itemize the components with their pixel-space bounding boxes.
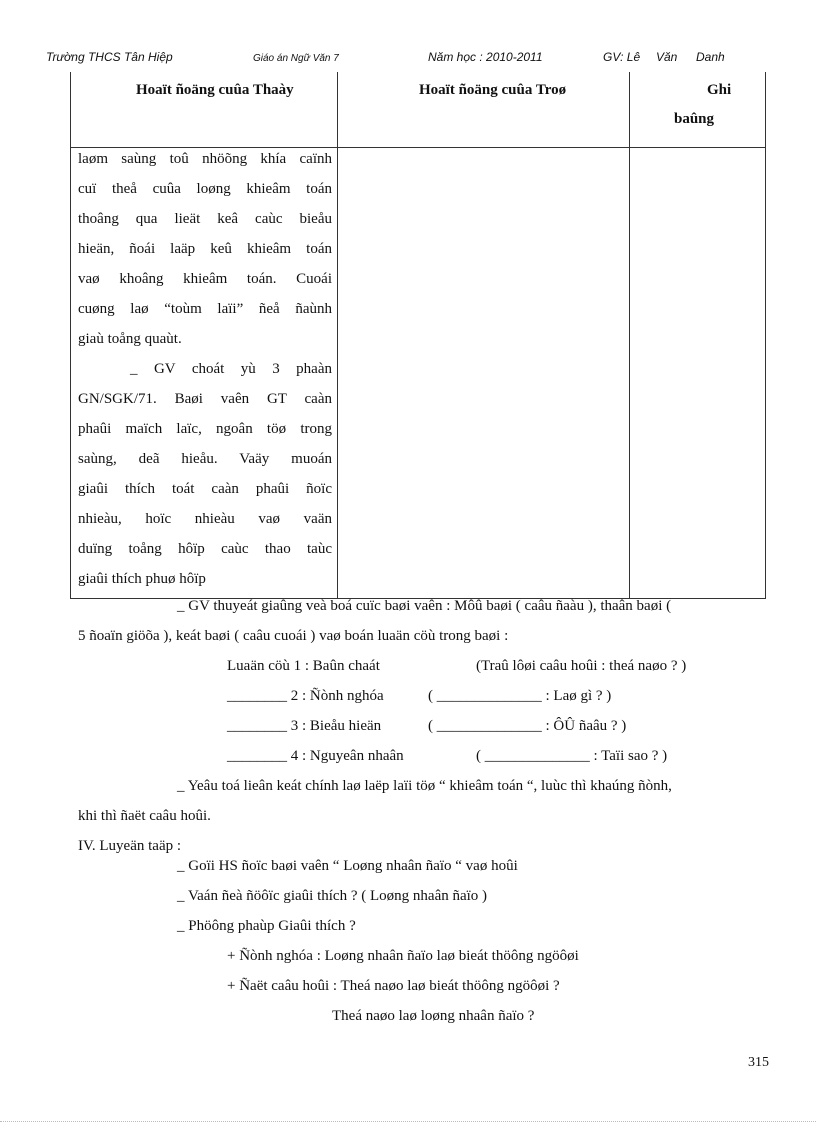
table-border-right xyxy=(765,72,766,599)
school-name: Trường THCS Tân Hiệp xyxy=(46,50,173,64)
argument-2-question: ( ______________ : Laø gì ? ) xyxy=(428,688,612,704)
argument-2: ________ 2 : Ñònh nghóa xyxy=(227,688,384,704)
column-header-student: Hoaït ñoäng cuûa Troø xyxy=(419,82,567,98)
cell-line: nhieàu, hoïc nhieàu vaø vaän xyxy=(78,511,332,527)
practice-item-1: _ Goïi HS ñoïc baøi vaên “ Loøng nhaân ñaïo “ vaø hoûi xyxy=(177,858,518,874)
cell-line: thoâng qua lieät keâ caùc bieåu xyxy=(78,211,332,227)
paragraph-linking-line2: khi thì ñaët caâu hoûi. xyxy=(78,808,211,824)
cell-line: vaø khoâng khieâm toán. Cuoái xyxy=(78,271,332,287)
argument-4-question: ( ______________ : Taïi sao ? ) xyxy=(476,748,668,764)
table-divider-1 xyxy=(337,72,338,599)
cell-line: giaûi thích toát caàn phaûi ñoïc xyxy=(78,481,332,497)
teacher-activity-cell xyxy=(78,144,332,594)
paragraph-structure-line2: 5 ñoaïn giöõa ), keát baøi ( caâu cuoái ) vaø boán luaän cöù trong baøi : xyxy=(78,628,509,644)
argument-3: ________ 3 : Bieåu hieän xyxy=(227,718,382,734)
subject-title: Giáo án Ngữ Văn 7 xyxy=(253,53,339,64)
paragraph-structure-line1: _ GV thuyeát giaûng veà boá cuïc baøi vaên : Môû baøi ( caâu ñaàu ), thaân baøi ( xyxy=(177,598,672,614)
cell-line: cuøng laø “toùm laïi” ñeå ñaùnh xyxy=(78,301,332,317)
column-header-notes-line1: Ghi xyxy=(707,82,732,98)
cell-line: cuï theå cuûa loøng khieâm toán xyxy=(78,181,332,197)
page-footer-rule xyxy=(0,1121,816,1122)
section-title-practice: IV. Luyeän taäp : xyxy=(78,838,182,854)
practice-item-3: _ Phöông phaùp Giaûi thích ? xyxy=(177,918,356,934)
cell-line: GN/SGK/71. Baøi vaên GT caàn xyxy=(78,391,332,407)
practice-item-4: + Ñònh nghóa : Loøng nhaân ñaïo laø bieát thöông ngöôøi xyxy=(227,948,579,964)
table-border-left xyxy=(70,72,71,599)
cell-line: giaù toång quaùt. xyxy=(78,331,182,347)
column-header-notes-line2: baûng xyxy=(674,111,715,127)
cell-line: hieän, ñoái laäp keû khieâm toán xyxy=(78,241,332,257)
cell-line: saùng, deã hieåu. Vaäy muoán xyxy=(78,451,332,467)
practice-item-6: Theá naøo laø loøng nhaân ñaïo ? xyxy=(332,1008,535,1024)
teacher-middle-name: Văn xyxy=(656,50,678,64)
table-divider-2 xyxy=(629,72,630,599)
cell-line: _ GV choát yù 3 phaàn xyxy=(130,361,332,377)
practice-item-5: + Ñaët caâu hoûi : Theá naøo laø bieát thöông ngöôøi ? xyxy=(227,978,560,994)
cell-line: laøm saùng toû nhöõng khía caïnh xyxy=(78,151,332,167)
page-number: 315 xyxy=(748,1055,769,1070)
argument-4: ________ 4 : Nguyeân nhaân xyxy=(227,748,404,764)
argument-3-question: ( ______________ : ÔÛ ñaâu ? ) xyxy=(428,718,627,734)
cell-line: giaûi thích phuø hôïp xyxy=(78,571,206,587)
argument-1: Luaän cöù 1 : Baûn chaát xyxy=(227,658,380,674)
column-header-teacher: Hoaït ñoäng cuûa Thaày xyxy=(136,82,294,98)
school-year: Năm học : 2010-2011 xyxy=(428,50,543,64)
cell-line: phaûi maïch laïc, ngoân töø trong xyxy=(78,421,332,437)
cell-line: duïng toång hôïp caùc thao taùc xyxy=(78,541,332,557)
teacher-label: GV: Lê xyxy=(603,50,641,64)
paragraph-linking-line1: _ Yeâu toá lieân keát chính laø laëp laïi töø “ khieâm toán “, luùc thì khaúng ñònh, xyxy=(177,778,672,794)
teacher-last-name: Danh xyxy=(696,50,725,64)
practice-item-2: _ Vaán ñeà ñöôïc giaûi thích ? ( Loøng nhaân ñaïo ) xyxy=(177,888,488,904)
argument-1-question: (Traû lôøi caâu hoûi : theá naøo ? ) xyxy=(476,658,687,674)
